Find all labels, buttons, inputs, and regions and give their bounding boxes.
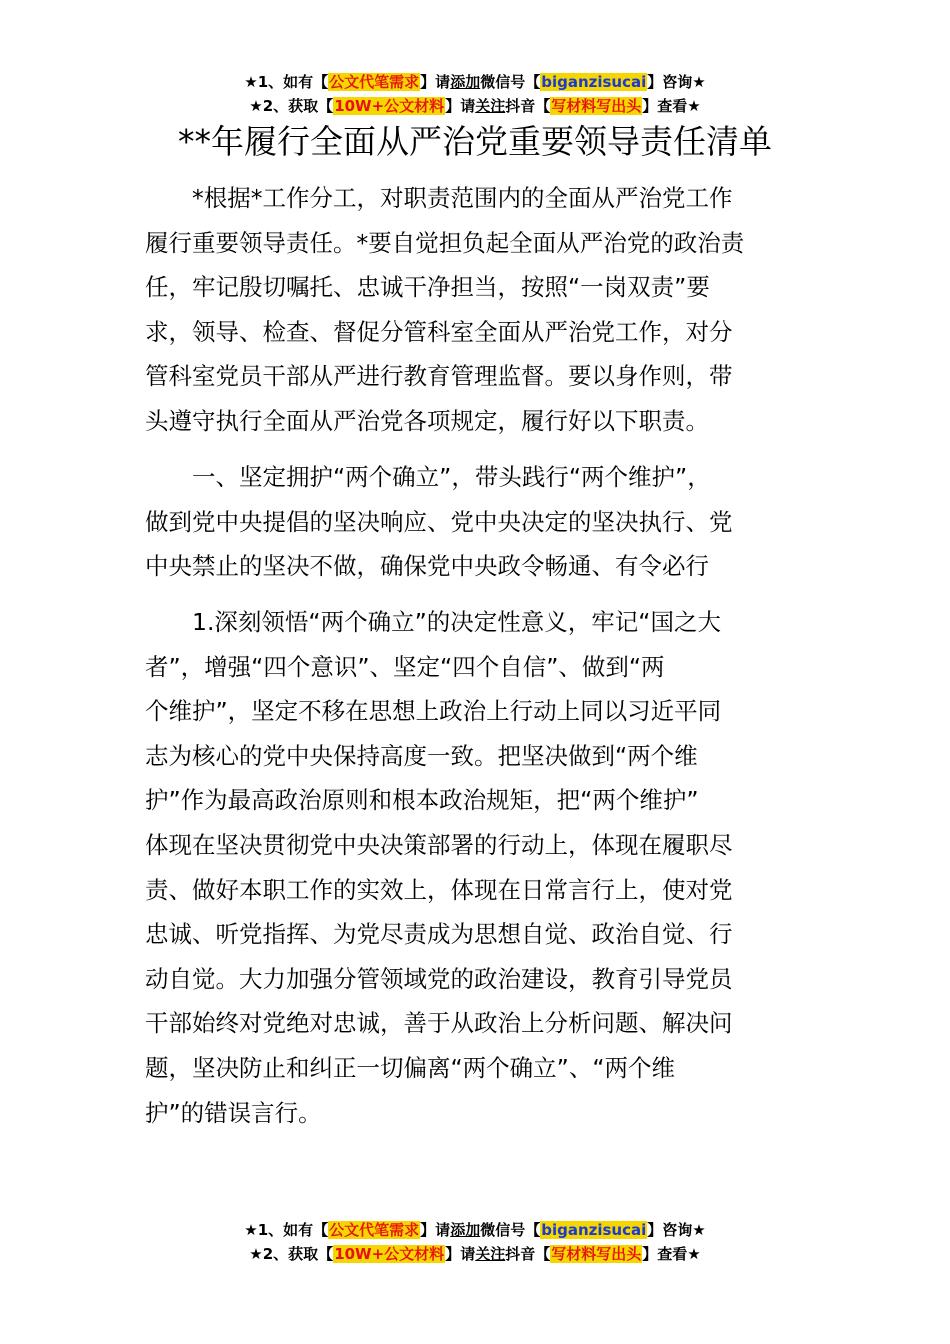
paragraph-line: 管科室党员干部从严进行教育管理监督。要以身作则，带 [145,362,733,391]
promo-text: 】咨询★ [647,1221,706,1239]
promo-line-2 [0,94,950,118]
paragraph-line: 题，坚决防止和纠正一切偏离“两个确立”、“两个维 [145,1053,676,1082]
promo-highlight: 公文代笔需求 [329,1221,420,1239]
paragraph-line: 干部始终对党绝对忠诚，善于从政治上分析问题、解决问 [145,1009,733,1038]
paragraph-line: 履行重要领导责任。*要自觉担负起全面从严治党的政治责 [145,228,745,257]
promo-highlight: 10W+公文材料 [334,1245,445,1263]
promo-text: 添加 [450,73,481,91]
promo-text: 】请 [420,73,451,91]
paragraph-item-1 [145,600,809,1135]
paragraph-line: 个维护”，坚定不移在思想上政治上行动上同以习近平同 [145,697,722,726]
document-title: **年履行全面从严治党重要领导责任清单 [178,122,772,161]
promo-text: 微信号【 [480,73,541,91]
promo-text: ★2、获取【 [249,97,334,115]
paragraph-line: 责、做好本职工作的实效上，体现在日常言行上，使对党 [145,875,733,904]
paragraph-line: 护”作为最高政治原则和根本政治规矩，把“两个维护” [145,786,699,815]
paragraph-line: 护”的错误言行。 [145,1098,322,1127]
paragraph-intro [145,176,809,444]
paragraph-line: 动自觉。大力加强分管领域党的政治建设，教育引导党员 [145,964,733,993]
promo-line-1 [0,1218,950,1242]
paragraph-line: 忠诚、听党指挥、为党尽责成为思想自觉、政治自觉、行 [145,920,733,949]
promo-line-1 [0,70,950,94]
promo-text: 微信号【 [480,1221,541,1239]
promo-text: 关注 [475,97,506,115]
paragraph-line: 志为核心的党中央保持高度一致。把坚决做到“两个维 [145,741,698,770]
promo-text: 抖音【 [505,97,551,115]
paragraph-line: 体现在坚决贯彻党中央决策部署的行动上，体现在履职尽 [145,830,733,859]
promo-text: ★1、如有【 [244,1221,329,1239]
paragraph-line: 一、坚定拥护“两个确立”，带头践行“两个维护”， [192,463,711,491]
promo-highlight: 公文代笔需求 [329,73,420,91]
promo-text: 抖音【 [505,1245,551,1263]
promo-highlight: 写材料写出头 [551,97,642,115]
promo-wechat-id: biganzisucai [541,1221,647,1239]
promo-text: 】查看★ [642,97,701,115]
paragraph-line: 中央禁止的坚决不做，确保党中央政令畅通、有令必行 [145,552,709,581]
promo-banner-top [0,70,950,118]
paragraph-line: 1.深刻领悟“两个确立”的决定性意义，牢记“国之大 [192,608,721,636]
paragraph-line: 头遵守执行全面从严治党各项规定，履行好以下职责。 [145,406,709,435]
promo-wechat-id: biganzisucai [541,73,647,91]
paragraph-line: 做到党中央提倡的坚决响应、党中央决定的坚决执行、党 [145,507,733,536]
paragraph-line: 者”，增强“四个意识”、坚定“四个自信”、做到“两 [145,652,665,681]
promo-highlight: 写材料写出头 [551,1245,642,1263]
promo-line-2 [0,1242,950,1266]
promo-text: 】请 [420,1221,451,1239]
promo-text: 】请 [445,97,476,115]
section-heading-1 [145,455,809,589]
promo-highlight: 10W+公文材料 [334,97,445,115]
promo-text: ★1、如有【 [244,73,329,91]
promo-text: 】咨询★ [647,73,706,91]
promo-text: 】请 [445,1245,476,1263]
paragraph-line: *根据*工作分工，对职责范围内的全面从严治党工作 [192,184,733,212]
promo-text: 添加 [450,1221,481,1239]
paragraph-line: 任，牢记殷切嘱托、忠诚干净担当，按照“一岗双责”要 [145,273,710,302]
promo-banner-bottom [0,1218,950,1266]
paragraph-line: 求，领导、检查、督促分管科室全面从严治党工作，对分 [145,317,733,346]
promo-text: 】查看★ [642,1245,701,1263]
promo-text: ★2、获取【 [249,1245,334,1263]
promo-text: 关注 [475,1245,506,1263]
